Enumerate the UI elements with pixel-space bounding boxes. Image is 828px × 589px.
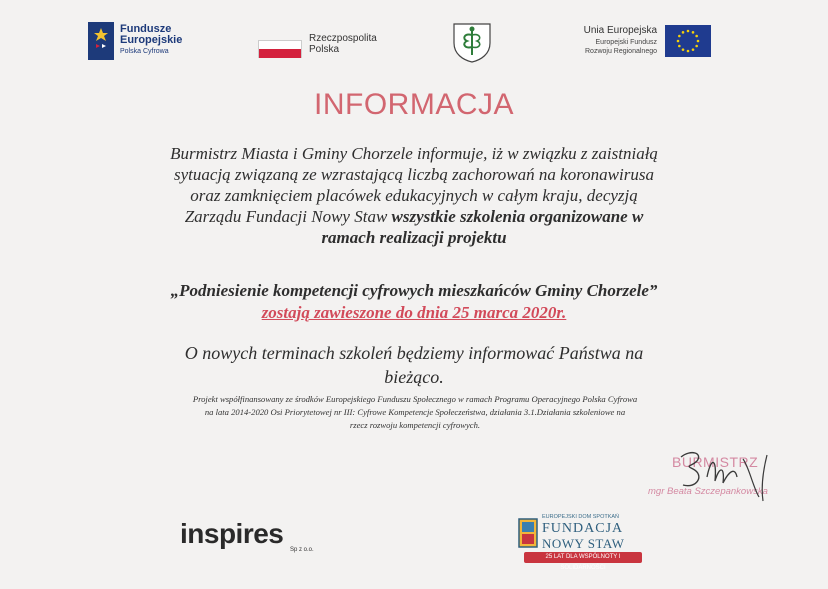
polish-flag-icon (258, 40, 302, 58)
footnote-line: na lata 2014-2020 Osi Priorytetowej nr III: Cyfrowe Kompetencje Społeczeństwa, działania 3.1.Działania szkoleniowe na (204, 407, 626, 417)
chorzele-coat-of-arms-icon (451, 21, 493, 63)
eu-star-icon (697, 40, 700, 43)
suspension-notice: zostają zawieszone do dnia 25 marca 2020r. (261, 303, 567, 322)
eu-star-icon (687, 30, 690, 33)
eu-star-icon (677, 40, 680, 43)
fundusze-europejskie-mark-icon (88, 22, 114, 60)
fns-tagline: 25 LAT DLA WSPÓLNOTY I SOLIDARNOŚCI (545, 554, 621, 571)
fundacja-nowy-staw-logo (516, 514, 646, 571)
fe-line1: Fundusze (120, 23, 172, 35)
paragraph-line: oraz zamknięciem placówek edukacyjnych w całym kraju, decyzją (190, 186, 638, 205)
paragraph-text: Zarządu Fundacji Nowy Staw (184, 207, 392, 226)
ue-line2: Europejski Fundusz (595, 39, 657, 46)
paragraph-line: O nowych terminach szkoleń będziemy informować Państwa na (184, 343, 644, 363)
eu-star-icon (678, 35, 681, 38)
project-name: „Podniesienie kompetencji cyfrowych mieszkańców Gminy Chorzele” (170, 281, 658, 300)
eu-flag-icon (665, 25, 711, 57)
fe-line2: Europejskie (120, 34, 183, 46)
fns-line1: FUNDACJA (542, 521, 624, 536)
fundusze-europejskie-logo (88, 22, 218, 64)
eu-star-icon (682, 31, 685, 34)
rzeczpospolita-polska-logo (258, 32, 398, 62)
main-paragraph (60, 143, 768, 248)
eu-star-icon (682, 48, 685, 51)
inspires-wordmark: inspires (180, 518, 284, 549)
eu-star-icon (678, 45, 681, 48)
funding-footnote (110, 393, 720, 432)
paragraph-line (60, 227, 768, 248)
footnote-line: rzecz rozwoju kompetencji cyfrowych. (349, 420, 481, 430)
fns-top: EUROPEJSKI DOM SPOTKAŃ (542, 514, 620, 520)
closing-paragraph (60, 341, 768, 389)
inspires-suffix: Sp z o.o. (290, 547, 314, 553)
inspires-logo (180, 518, 330, 558)
rp-line2: Polska (309, 44, 340, 55)
stamp-name: mgr Beata Szczepankowska (648, 486, 768, 497)
eu-star-icon (695, 45, 698, 48)
ue-line3: Rozwoju Regionalnego (585, 48, 657, 55)
rp-line1: Rzeczpospolita (309, 33, 377, 44)
footnote-line: Projekt współfinansowany ze środków Europejskiego Funduszu Społecznego w ramach Programu Operacyjnego Polska Cyfrowa (192, 394, 638, 404)
eu-star-icon (692, 31, 695, 34)
fe-line3: Polska Cyfrowa (120, 48, 169, 55)
paragraph-line (60, 206, 768, 227)
document-title: INFORMACJA (314, 88, 514, 121)
eu-star-icon (695, 35, 698, 38)
door-icon (518, 518, 538, 548)
paragraph-line: sytuacją związaną ze wzrastającą liczbą zachorowań na koronawirusa (174, 165, 654, 184)
eu-star-icon (692, 48, 695, 51)
paragraph-bold-text: ramach realizacji projektu (321, 228, 507, 247)
paragraph-bold-text: wszystkie szkolenia organizowane w (391, 207, 644, 226)
fns-tagline-bar (524, 552, 642, 571)
ue-line1: Unia Europejska (583, 25, 657, 36)
stamp-title: BURMISTRZ (672, 454, 759, 470)
paragraph-line: Burmistrz Miasta i Gminy Chorzele informuje, iż w związku z zaistniałą (170, 144, 658, 163)
eu-star-icon (687, 50, 690, 53)
handwritten-signature-icon (663, 447, 803, 507)
fns-line2: NOWY STAW (542, 536, 625, 551)
paragraph-line: bieżąco. (384, 367, 444, 387)
unia-europejska-logo (571, 25, 711, 59)
